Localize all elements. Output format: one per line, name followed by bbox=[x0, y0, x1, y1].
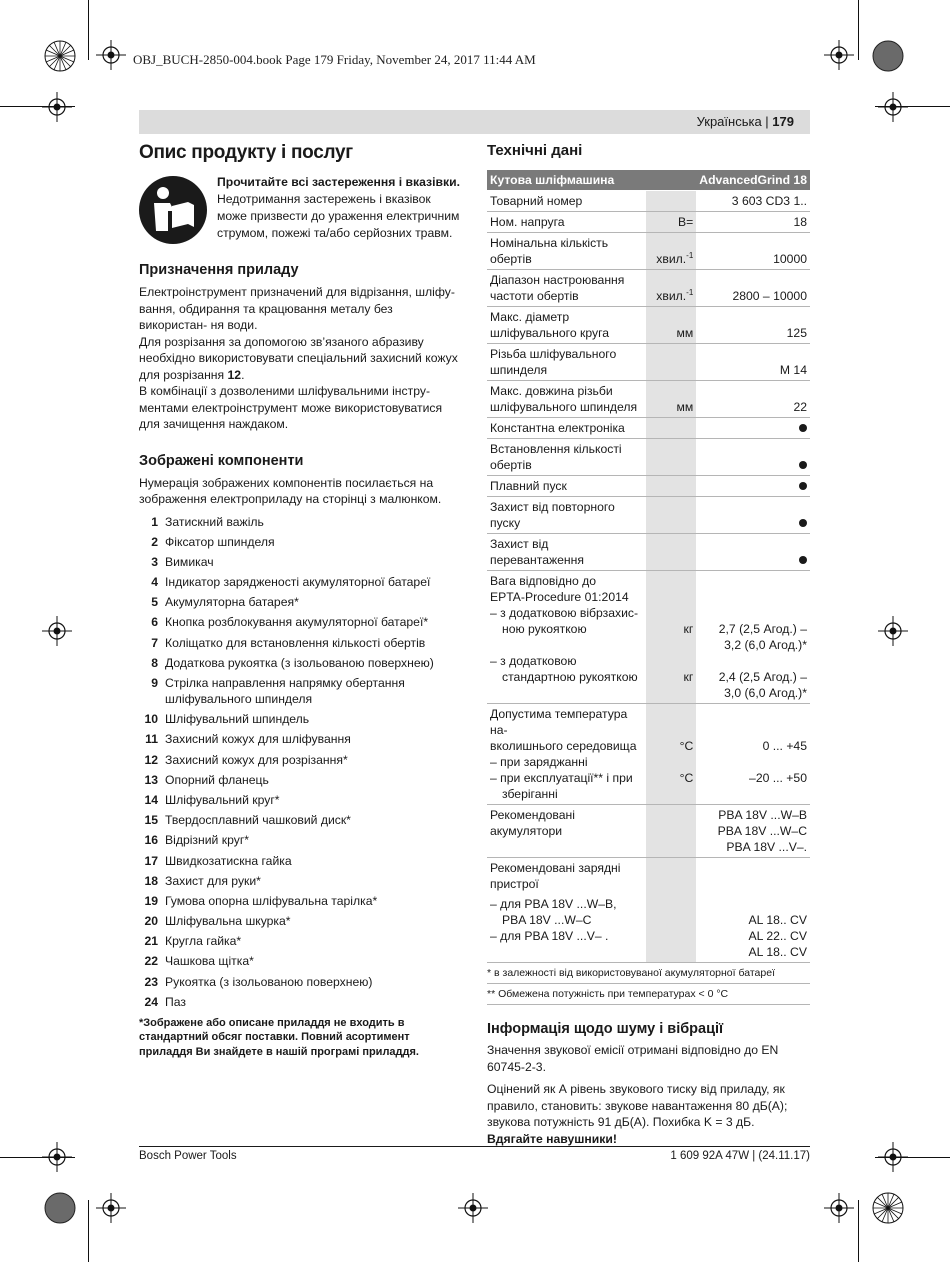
unit-text: °C bbox=[679, 771, 694, 785]
row-label: Плавний пуск bbox=[487, 476, 646, 497]
warning-text bbox=[217, 174, 461, 244]
header-language: Українська bbox=[696, 114, 762, 129]
unit-text: хвил. bbox=[656, 289, 687, 303]
weight-option: стандартною рукояткою bbox=[502, 670, 638, 684]
read-manual-icon bbox=[139, 176, 207, 244]
component-label: Стрілка направлення напрямку обертання шліфувального шпинделя bbox=[165, 676, 405, 706]
row-label: Макс. діаметр шліфувального круга bbox=[487, 307, 646, 344]
row-value bbox=[696, 704, 810, 805]
row-label bbox=[487, 805, 646, 858]
weight-value: 3,2 (6,0 Агод.)* bbox=[724, 638, 807, 652]
table-footnote: * в залежності від використовуваної акумуляторної батареї bbox=[487, 963, 810, 984]
component-number: 19 bbox=[144, 893, 158, 908]
component-label: Кругла гайка* bbox=[165, 934, 242, 949]
unit-text: кг bbox=[683, 670, 694, 684]
row-value bbox=[696, 805, 810, 858]
component-label: Гумова опорна шліфувальна тарілка* bbox=[165, 893, 378, 908]
row-value bbox=[696, 858, 810, 963]
row-unit bbox=[646, 704, 696, 805]
component-number: 23 bbox=[144, 974, 158, 989]
list-item bbox=[139, 812, 461, 828]
color-target-top-left bbox=[44, 40, 76, 72]
registration-mark-right-top bbox=[878, 92, 908, 122]
row-label bbox=[487, 571, 646, 704]
component-label: Відрізний круг* bbox=[165, 833, 250, 848]
row-unit: мм bbox=[646, 381, 696, 418]
components-heading: Зображені компоненти bbox=[139, 452, 304, 469]
row-label bbox=[487, 704, 646, 805]
gray-target-bottom-left bbox=[44, 1192, 76, 1224]
list-item bbox=[139, 594, 461, 610]
battery-label: Рекомендовані bbox=[490, 808, 575, 822]
component-number: 1 bbox=[151, 514, 158, 529]
component-label: Коліщатко для встановлення кількості обертів bbox=[165, 635, 426, 650]
table-row bbox=[487, 476, 810, 497]
weight-option: ною рукояткою bbox=[502, 622, 587, 636]
registration-mark-top-right bbox=[824, 40, 854, 70]
unit-text: кг bbox=[683, 622, 694, 636]
accessories-footnote: *Зображене або описане приладдя не входить в стандартний обсяг поставки. Повний асортимент приладдя Ви знайдете в нашій програмі приладдя. bbox=[139, 1016, 419, 1058]
component-label: Захисний кожух для шліфування bbox=[165, 732, 351, 747]
component-number: 20 bbox=[144, 914, 158, 929]
feature-dot-icon bbox=[799, 556, 807, 564]
row-label: Макс. довжина різьби шліфувального шпинделя bbox=[487, 381, 646, 418]
table-row-chargers bbox=[487, 858, 810, 963]
row-unit bbox=[646, 270, 696, 307]
component-number: 5 bbox=[151, 595, 158, 610]
row-value: 10000 bbox=[696, 233, 810, 270]
charger-option: – для PBA 18V ...W–B, bbox=[490, 897, 617, 911]
crop-line bbox=[0, 1157, 75, 1158]
tech-data-heading: Технічні дані bbox=[487, 142, 583, 159]
right-column bbox=[487, 142, 810, 1153]
list-item bbox=[139, 974, 461, 990]
component-label: Акумуляторна батарея* bbox=[165, 595, 299, 610]
registration-mark-left-mid bbox=[42, 616, 72, 646]
component-label: Захист для руки* bbox=[165, 873, 261, 888]
component-number: 14 bbox=[144, 792, 158, 807]
weight-value: 2,4 (2,5 Агод.) – bbox=[718, 670, 807, 684]
registration-mark-bottom-right bbox=[824, 1193, 854, 1223]
battery-value: PBA 18V ...W–B bbox=[718, 808, 807, 822]
warning-bold: Прочитайте всі застереження і вказівки. bbox=[217, 175, 460, 189]
table-footnote: ** Обмежена потужність при температурах < 0 °C bbox=[487, 984, 810, 1005]
charger-value: AL 18.. CV bbox=[748, 913, 807, 927]
list-item bbox=[139, 893, 461, 909]
components-intro: Нумерація зображених компонентів посилається на зображення електроприладу на сторінці з малюнком. bbox=[139, 475, 442, 506]
list-item bbox=[139, 933, 461, 949]
component-label: Паз bbox=[165, 994, 186, 1009]
temp-option: зберіганні bbox=[502, 787, 558, 801]
purpose-text: Для розрізання за допомогою зв’язаного абразиву необхідно використовувати спеціальний захисний кожух для розрізання bbox=[139, 334, 458, 382]
charger-option: PBA 18V ...W–C bbox=[502, 913, 592, 927]
charger-label: пристрої bbox=[490, 877, 539, 891]
feature-dot-icon bbox=[799, 461, 807, 469]
component-number: 2 bbox=[151, 534, 158, 549]
components-list bbox=[139, 514, 461, 1010]
row-label: Товарний номер bbox=[487, 191, 646, 212]
list-item bbox=[139, 614, 461, 630]
purpose-paragraph bbox=[139, 334, 461, 384]
crop-line bbox=[88, 1200, 89, 1262]
table-row-weight bbox=[487, 571, 810, 704]
table-row bbox=[487, 497, 810, 534]
row-value: 3 603 CD3 1.. bbox=[696, 191, 810, 212]
page-header-band bbox=[139, 110, 810, 134]
weight-value: 3,0 (6,0 Агод.)* bbox=[724, 686, 807, 700]
component-number: 21 bbox=[144, 934, 158, 949]
footer-rule bbox=[139, 1146, 810, 1147]
component-label: Твердосплавний чашковий диск* bbox=[165, 813, 351, 828]
noise-paragraph: Значення звукової емісії отримані відповідно до EN 60745-2-3. bbox=[487, 1043, 779, 1074]
component-label: Чашкова щітка* bbox=[165, 954, 254, 969]
row-label: Ном. напруга bbox=[487, 212, 646, 233]
list-item bbox=[139, 534, 461, 550]
row-label: Діапазон настроювання частоти обертів bbox=[487, 270, 646, 307]
table-row bbox=[487, 418, 810, 439]
component-label: Захисний кожух для розрізання* bbox=[165, 752, 348, 767]
crop-line bbox=[88, 0, 89, 60]
row-value: 18 bbox=[696, 212, 810, 233]
purpose-text: . bbox=[241, 367, 245, 382]
list-item bbox=[139, 752, 461, 768]
temp-value: –20 ... +50 bbox=[749, 771, 807, 785]
purpose-ref-number: 12 bbox=[227, 367, 242, 382]
gray-target-top-right bbox=[872, 40, 904, 72]
table-header-model: AdvancedGrind 18 bbox=[696, 170, 810, 191]
battery-value: PBA 18V ...V–. bbox=[726, 840, 807, 854]
component-number: 3 bbox=[151, 554, 158, 569]
temp-option: – при експлуатації** і при bbox=[490, 771, 633, 785]
row-unit: В= bbox=[646, 212, 696, 233]
crop-line bbox=[875, 106, 950, 107]
warning-block bbox=[139, 174, 461, 244]
list-item bbox=[139, 675, 461, 707]
component-label: Додаткова рукоятка (з ізольованою поверхнею) bbox=[165, 655, 434, 670]
unit-sup: -1 bbox=[686, 287, 694, 297]
component-label: Фіксатор шпинделя bbox=[165, 534, 275, 549]
component-number: 17 bbox=[144, 853, 158, 868]
component-label: Опорний фланець bbox=[165, 772, 269, 787]
row-value: 2800 – 10000 bbox=[696, 270, 810, 307]
weight-label: Вага відповідно до bbox=[490, 574, 596, 588]
table-row-batteries bbox=[487, 805, 810, 858]
list-item bbox=[139, 574, 461, 590]
weight-label: EPTA-Procedure 01:2014 bbox=[490, 590, 629, 604]
battery-value: PBA 18V ...W–C bbox=[717, 824, 807, 838]
crop-line bbox=[858, 0, 859, 60]
component-label: Кнопка розблокування акумуляторної батареї* bbox=[165, 615, 429, 630]
component-number: 12 bbox=[144, 752, 158, 767]
list-item bbox=[139, 514, 461, 530]
noise-warning: Вдягайте навушники! bbox=[487, 1131, 617, 1146]
table-row bbox=[487, 381, 810, 418]
charger-option: – для PBA 18V ...V– . bbox=[490, 929, 609, 943]
spec-table bbox=[487, 170, 810, 963]
noise-heading: Інформація щодо шуму і вібрації bbox=[487, 1021, 724, 1037]
component-number: 15 bbox=[144, 813, 158, 828]
row-label: Константна електроніка bbox=[487, 418, 646, 439]
component-label: Рукоятка (з ізольованою поверхнею) bbox=[165, 974, 373, 989]
warning-body: Недотримання застережень і вказівок може призвести до ураження електричним струмом, пожежі та/або серйозних травм. bbox=[217, 192, 460, 240]
registration-mark-right-mid bbox=[878, 616, 908, 646]
unit-text: хвил. bbox=[656, 252, 687, 266]
row-unit bbox=[646, 571, 696, 704]
component-label: Вимикач bbox=[165, 554, 214, 569]
list-item bbox=[139, 554, 461, 570]
crop-line bbox=[858, 1200, 859, 1262]
feature-dot-icon bbox=[799, 519, 807, 527]
list-item bbox=[139, 635, 461, 651]
charger-value: AL 18.. CV bbox=[748, 945, 807, 959]
row-unit: мм bbox=[646, 307, 696, 344]
list-item bbox=[139, 832, 461, 848]
component-label: Швидкозатискна гайка bbox=[165, 853, 292, 868]
registration-mark-left-top bbox=[42, 92, 72, 122]
component-number: 7 bbox=[151, 635, 158, 650]
row-value: 125 bbox=[696, 307, 810, 344]
table-row-temperature bbox=[487, 704, 810, 805]
temp-label: вколишнього середовища bbox=[490, 739, 637, 753]
weight-option: – з додатковою bbox=[490, 654, 577, 668]
print-header: OBJ_BUCH-2850-004.book Page 179 Friday, November 24, 2017 11:44 AM bbox=[133, 52, 536, 67]
table-row bbox=[487, 534, 810, 571]
weight-value: 2,7 (2,5 Агод.) – bbox=[718, 622, 807, 636]
component-label: Затискний важіль bbox=[165, 514, 264, 529]
crop-line bbox=[875, 1157, 950, 1158]
component-number: 8 bbox=[151, 655, 158, 670]
row-label bbox=[487, 858, 646, 963]
table-row bbox=[487, 270, 810, 307]
row-label: Номінальна кількість обертів bbox=[487, 233, 646, 270]
list-item bbox=[139, 953, 461, 969]
battery-label: акумулятори bbox=[490, 824, 563, 838]
row-value: 22 bbox=[696, 381, 810, 418]
section-title: Опис продукту і послуг bbox=[139, 142, 353, 163]
row-label: Різьба шліфувального шпинделя bbox=[487, 344, 646, 381]
list-item bbox=[139, 913, 461, 929]
component-number: 4 bbox=[151, 575, 158, 590]
purpose-heading: Призначення приладу bbox=[139, 262, 299, 278]
component-label: Шліфувальна шкурка* bbox=[165, 914, 291, 929]
footer-brand: Bosch Power Tools bbox=[139, 1150, 237, 1162]
temp-label: Допустима температура на- bbox=[490, 707, 628, 737]
component-number: 6 bbox=[151, 615, 158, 630]
list-item bbox=[139, 711, 461, 727]
noise-paragraph bbox=[487, 1081, 810, 1147]
component-label: Шліфувальний круг* bbox=[165, 792, 280, 807]
component-number: 18 bbox=[144, 873, 158, 888]
table-row bbox=[487, 212, 810, 233]
feature-dot-icon bbox=[799, 482, 807, 490]
component-number: 9 bbox=[151, 676, 158, 690]
row-unit bbox=[646, 233, 696, 270]
row-value: M 14 bbox=[696, 344, 810, 381]
component-number: 11 bbox=[145, 732, 158, 747]
row-label: Захист від повторного пуску bbox=[487, 497, 646, 534]
row-label: Встановлення кількості обертів bbox=[487, 439, 646, 476]
registration-mark-top-left bbox=[96, 40, 126, 70]
charger-value: AL 22.. CV bbox=[748, 929, 807, 943]
component-number: 22 bbox=[144, 954, 158, 969]
registration-mark-bottom-left bbox=[96, 1193, 126, 1223]
list-item bbox=[139, 731, 461, 747]
feature-dot-icon bbox=[799, 424, 807, 432]
row-value bbox=[696, 571, 810, 704]
component-number: 16 bbox=[144, 833, 158, 848]
page-header: Українська | 179 bbox=[696, 114, 794, 129]
weight-option: – з додатковою вібрзахис- bbox=[490, 606, 639, 620]
left-column bbox=[139, 142, 461, 1059]
table-row bbox=[487, 307, 810, 344]
registration-mark-bottom-center bbox=[458, 1193, 488, 1223]
temp-value: 0 ... +45 bbox=[762, 739, 807, 753]
component-number: 13 bbox=[144, 772, 158, 787]
temp-option: – при заряджанні bbox=[490, 755, 588, 769]
noise-text: Оцінений як А рівень звукового тиску від приладу, як правило, становить: звукове навантаження 80 дБ(A); звукова потужність 91 дБ(A). Похибка K = 3 дБ. bbox=[487, 1082, 788, 1129]
crop-line bbox=[0, 106, 75, 107]
page-number: 179 bbox=[772, 114, 794, 129]
table-row bbox=[487, 191, 810, 212]
color-target-bottom-right bbox=[872, 1192, 904, 1224]
table-row bbox=[487, 233, 810, 270]
list-item bbox=[139, 772, 461, 788]
unit-text: °C bbox=[679, 739, 694, 753]
list-item bbox=[139, 853, 461, 869]
footer-doc-number: 1 609 92A 47W | (24.11.17) bbox=[670, 1150, 810, 1162]
component-label: Індикатор зарядженості акумуляторної батареї bbox=[165, 575, 431, 590]
table-header-label: Кутова шліфмашина bbox=[487, 170, 646, 191]
list-item bbox=[139, 873, 461, 889]
table-row bbox=[487, 344, 810, 381]
row-label: Захист від перевантаження bbox=[487, 534, 646, 571]
list-item bbox=[139, 994, 461, 1010]
list-item bbox=[139, 792, 461, 808]
component-label: Шліфувальний шпиндель bbox=[165, 712, 310, 727]
charger-label: Рекомендовані зарядні bbox=[490, 861, 621, 875]
list-item bbox=[139, 655, 461, 671]
purpose-paragraph: В комбінації з дозволеними шліфувальними інстру- ментами електроінструмент може використовуватися для зачищення наждаком. bbox=[139, 384, 443, 431]
unit-sup: -1 bbox=[686, 250, 694, 260]
table-header-row bbox=[487, 170, 810, 191]
component-number: 24 bbox=[144, 994, 158, 1009]
purpose-paragraph: Електроінструмент призначений для відрізання, шліфу- вання, обдирання та крацювання металу без використан- ня води. bbox=[139, 285, 455, 332]
table-row bbox=[487, 439, 810, 476]
component-number: 10 bbox=[144, 712, 158, 727]
